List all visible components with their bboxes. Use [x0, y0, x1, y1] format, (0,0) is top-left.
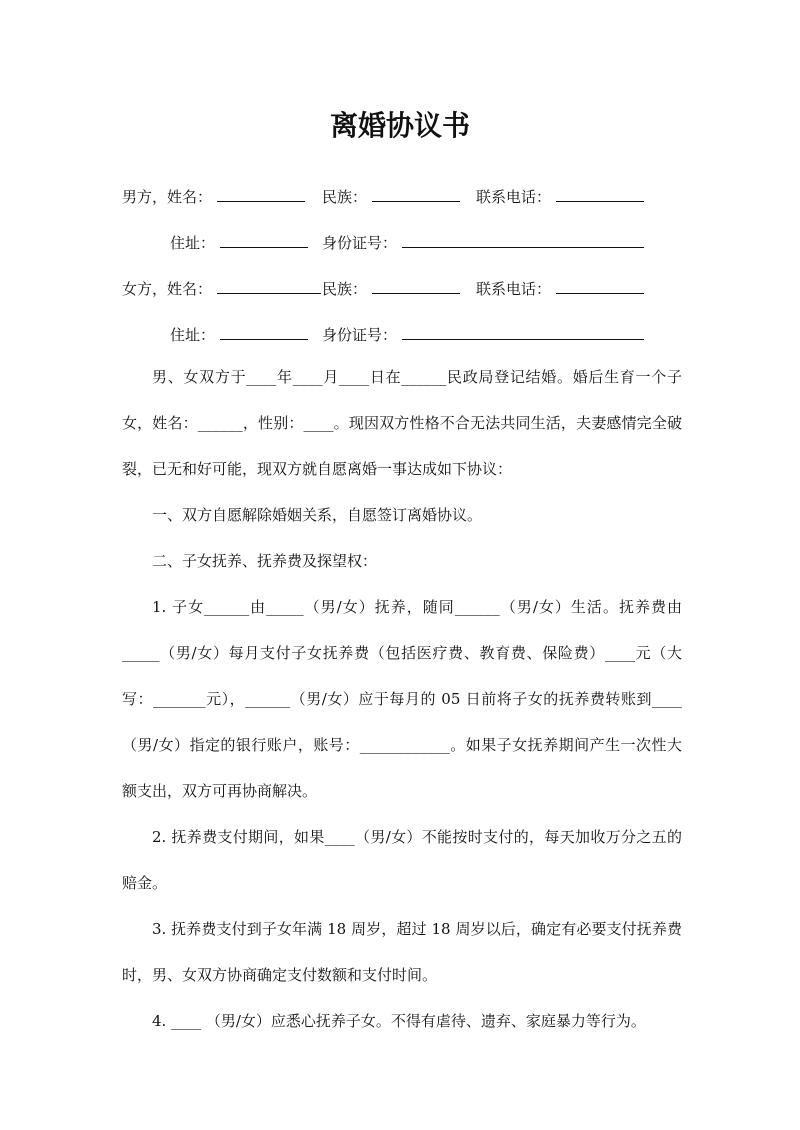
- clause-1: 1. 子女______由_____（男/女）抚养，随同______（男/女）生活。抚养费由_____（男/女）每月支付子女抚养费（包括医疗费、教育费、保险费）____元（大写：_______元），______（男/女）应于每月的 05 日前将子女的抚养费转账到____（男/女）指定的银行账户，账号：____________。如果子女抚养期间产生一次性大额支出，双方可再协商解决。: [122, 598, 682, 800]
- female-name-label: 女方，姓名：: [122, 280, 213, 298]
- female-id-field[interactable]: [402, 338, 644, 340]
- male-ethnic-label: 民族：: [322, 188, 368, 206]
- clause-2: 2. 抚养费支付期间，如果____（男/女）不能按时支付的，每天加收万分之五的赔金。: [122, 828, 682, 892]
- item-1: 一、双方自愿解除婚姻关系，自愿签订离婚协议。: [152, 506, 483, 524]
- document-title: 离婚协议书: [329, 109, 470, 142]
- male-ethnic-field[interactable]: [372, 200, 460, 202]
- female-address-label: 住址：: [170, 326, 216, 344]
- female-id-label: 身份证号：: [322, 326, 398, 344]
- male-info-row: [122, 186, 305, 207]
- male-address-row: [170, 232, 308, 253]
- male-id-field[interactable]: [402, 246, 644, 248]
- female-ethnic-field[interactable]: [372, 292, 460, 294]
- male-phone-field[interactable]: [556, 200, 644, 202]
- item-2: 二、子女抚养、抚养费及探望权：: [152, 552, 378, 570]
- clause-3: 3. 抚养费支付到子女年满 18 周岁，超过 18 周岁以后，确定有必要支付抚养费时，男、女双方协商确定支付数额和支付时间。: [122, 920, 682, 984]
- female-name-field[interactable]: [217, 292, 321, 294]
- male-name-field[interactable]: [217, 200, 305, 202]
- female-ethnic-label: 民族：: [322, 280, 368, 298]
- male-id-label: 身份证号：: [322, 234, 398, 252]
- male-id-row: [322, 232, 644, 253]
- female-address-field[interactable]: [220, 338, 308, 340]
- male-address-field[interactable]: [220, 246, 308, 248]
- female-id-row: [322, 324, 644, 345]
- female-phone-row: [476, 278, 644, 299]
- intro-paragraph: 男、女双方于____年____月____日在______民政局登记结婚。婚后生育一个子女，姓名：______，性别：____。现因双方性格不合无法共同生活，夫妻感情完全破裂，已无和好可能，现双方就自愿离婚一事达成如下协议：: [122, 368, 682, 478]
- female-ethnic-row: [322, 278, 460, 299]
- male-phone-label: 联系电话：: [476, 188, 552, 206]
- female-phone-field[interactable]: [556, 292, 644, 294]
- female-address-row: [170, 324, 308, 345]
- male-ethnic-row: [322, 186, 460, 207]
- clause-4: 4. ____ （男/女）应悉心抚养子女。不得有虐待、遗弃、家庭暴力等行为。: [152, 1012, 646, 1030]
- male-address-label: 住址：: [170, 234, 216, 252]
- male-name-label: 男方，姓名：: [122, 188, 213, 206]
- female-phone-label: 联系电话：: [476, 280, 552, 298]
- male-phone-row: [476, 186, 644, 207]
- female-info-row: [122, 278, 321, 299]
